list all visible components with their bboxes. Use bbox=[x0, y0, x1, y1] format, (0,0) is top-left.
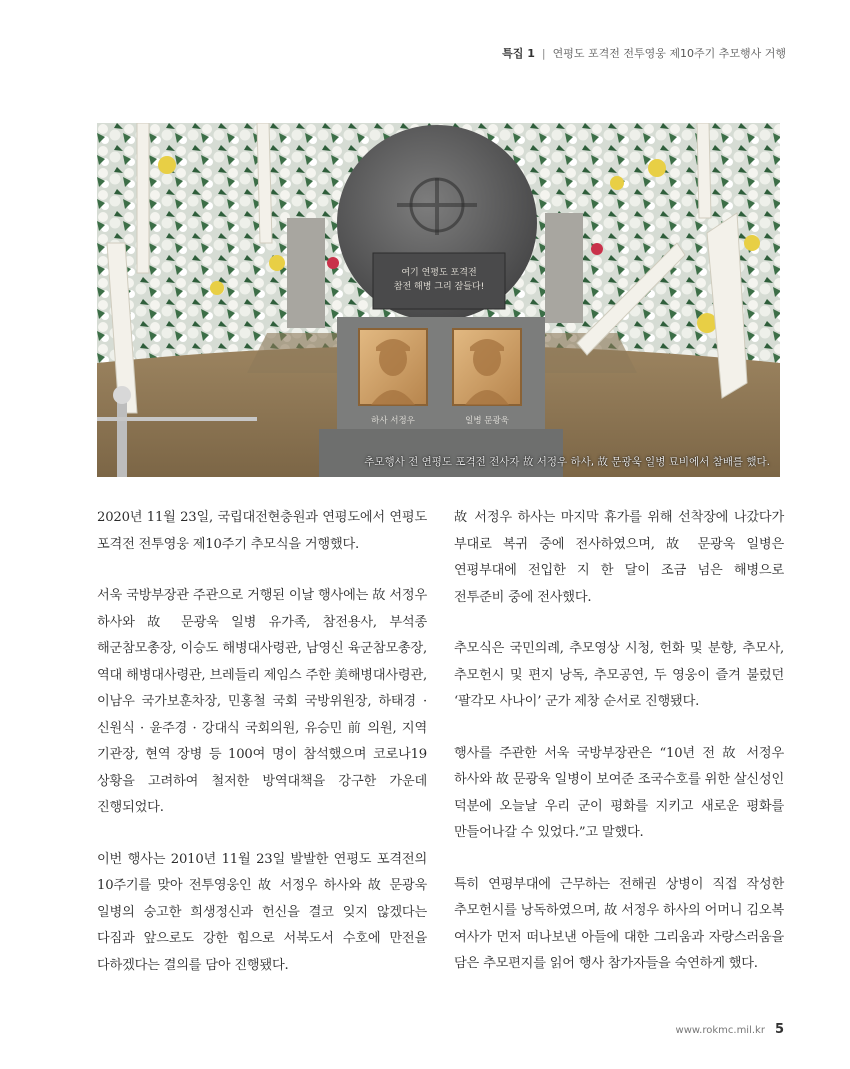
header-title: 연평도 포격전 전투영웅 제10주기 추모행사 거행 bbox=[552, 47, 786, 60]
paragraph: 故 서정우 하사는 마지막 휴가를 위해 선착장에 나갔다가 부대로 복귀 중에 전사하였으며, 故 문광욱 일병은 연평부대에 전입한 지 한 달이 조금 넘은 해병으로 전투준비 중에 전사했다. bbox=[454, 510, 784, 605]
running-header bbox=[502, 45, 786, 61]
paragraph: 특히 연평부대에 근무하는 전해권 상병이 직접 작성한 추모헌시를 낭독하였으며, 故 서정우 하사의 어머니 김오복 여사가 먼저 떠나보낸 아들에 대한 그리움과 자랑스러움을 담은 추모편지를 읽어 행사 참가자들을 숙연하게 했다. bbox=[454, 876, 784, 971]
paragraph: 행사를 주관한 서욱 국방부장관은 “10년 전 故 서정우 하사와 故 문광욱 일병이 보여준 조국수호를 위한 살신성인 덕분에 오늘날 우리 군이 평화를 지키고 새로운 평화를 만들어나갈 수 있었다.”고 말했다. bbox=[454, 745, 784, 840]
memorial-photo bbox=[97, 123, 780, 477]
article-column-left bbox=[97, 505, 427, 1004]
header-separator: | bbox=[541, 47, 546, 60]
article-column-right bbox=[454, 505, 784, 1003]
page-footer bbox=[676, 1022, 784, 1037]
paragraph: 추모식은 국민의례, 추모영상 시청, 헌화 및 분향, 추모사, 추모헌시 및 편지 낭독, 추모공연, 두 영웅이 즐겨 불렀던 ‘팔각모 사나이’ 군가 제창 순서로 진행됐다. bbox=[454, 641, 784, 709]
footer-url[interactable]: www.rokmc.mil.kr bbox=[675, 1025, 765, 1036]
paragraph: 이번 행사는 2010년 11월 23일 발발한 연평도 포격전의 10주기를 맞아 전투영웅인 故 서정우 하사와 故 문광욱 일병의 숭고한 희생정신과 헌신을 결코 잊지 않겠다는 다짐과 앞으로도 강한 힘으로 서북도서 수호에 만전을 다하겠다는 결의를 담아 진행됐다. bbox=[97, 851, 427, 973]
paragraph: 2020년 11월 23일, 국립대전현충원과 연평도에서 연평도 포격전 전투영웅 제10주기 추모식을 거행했다. bbox=[97, 510, 427, 552]
photo-caption: 추모행사 전 연평도 포격전 전사자 故 서정우 하사, 故 문광욱 일병 묘비에서 참배를 했다. bbox=[364, 456, 770, 468]
section-label: 특집 1 bbox=[502, 47, 535, 60]
plaque-name-right: 일병 문광욱 bbox=[465, 416, 509, 426]
monument-inscription-line1: 여기 연평도 포격전 bbox=[401, 268, 477, 278]
page-number: 5 bbox=[774, 1022, 784, 1037]
memorial-photo-illustration bbox=[97, 123, 780, 477]
monument-inscription-line2: 참전 해병 그리 잠들다! bbox=[393, 282, 485, 292]
plaque-name-left: 하사 서정우 bbox=[371, 416, 415, 426]
paragraph: 서욱 국방부장관 주관으로 거행된 이날 행사에는 故 서정우 하사와 故 문광욱 일병 유가족, 참전용사, 부석종 해군참모총장, 이승도 해병대사령관, 남영신 육군참모총장, 역대 해병대사령관, 브레들리 제임스 주한 美해병대사령관, 이남우 국가보훈차장, 민홍철 국회 국방위원장, 하태경 · 신원식 · 윤주경 · 강대식 국회의원, 유승민 前 의원, 지역 기관장, 현역 장병 등 100여 명이 참석했으며 코로나19 상황을 고려하여 철저한 방역대책을 강구한 가운데 진행되었다. bbox=[97, 588, 427, 815]
